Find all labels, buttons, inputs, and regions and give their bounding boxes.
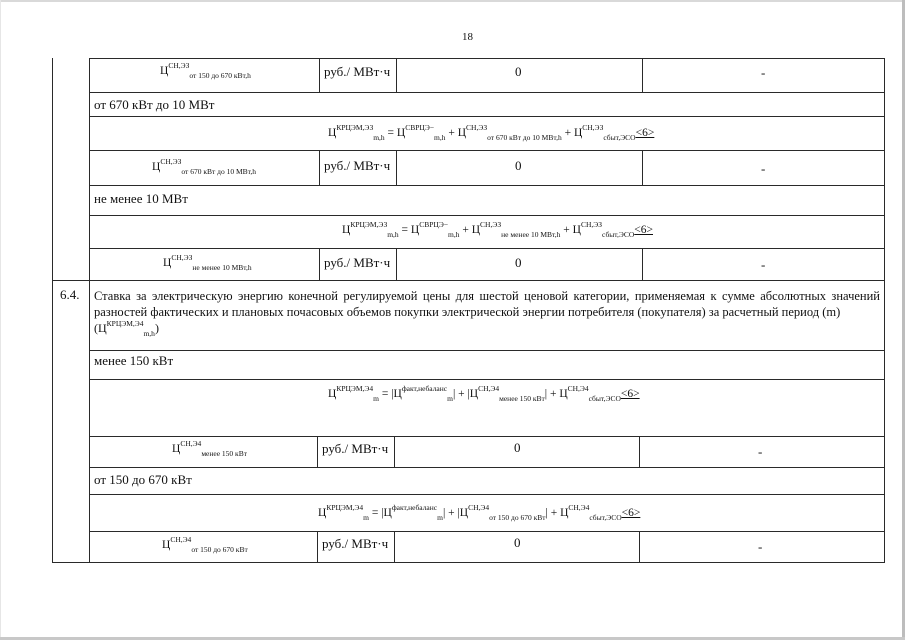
column-divider	[642, 248, 643, 280]
band-label: от 670 кВт до 10 МВт	[94, 97, 215, 112]
page-edge-left	[0, 0, 1, 640]
formula-row: $Ц^{КРЦЭМ,ЭЗ}_{m,h} = Ц^{СВРЦЭ-}_{m,h} + Ц^{СН,ЭЗ}_{не менее 10 МВт,h} + Ц^{СН,ЭЗ}_{сбыт,ЭСО}<6>$	[342, 220, 653, 240]
column-divider	[642, 58, 643, 92]
column-divider	[396, 58, 397, 92]
row-symbol: $Ц^{СН,ЭЗ}_{от 150 до 670 кВт,h}$	[160, 61, 251, 81]
column-divider	[396, 248, 397, 280]
section-number: 6.4.	[60, 287, 80, 302]
band-label: не менее 10 МВт	[94, 191, 188, 206]
formula-row: $Ц^{КРЦЭМ,Э4}_m = |Ц^{факт,небаланс}_m| + |Ц^{СН,Э4}_{от 150 до 670 кВт}| + Ц^{СН,Э4}_{сбыт,ЭСО}<6>$	[318, 503, 641, 523]
row-line	[89, 215, 885, 216]
row-line	[89, 379, 885, 380]
row-line	[89, 58, 885, 59]
unit-cell: руб./ МВт·ч	[322, 536, 389, 551]
value-cell: 0	[515, 158, 522, 173]
value-cell: 0	[514, 535, 521, 550]
unit-cell: руб./ МВт·ч	[324, 255, 391, 270]
value-cell: 0	[515, 255, 522, 270]
column-divider	[394, 531, 395, 562]
row-line	[89, 248, 885, 249]
unit-cell: руб./ МВт·ч	[322, 441, 389, 456]
column-divider	[639, 531, 640, 562]
row-line	[89, 436, 885, 437]
dash-cell: -	[761, 65, 766, 80]
row-line	[89, 185, 885, 186]
dash-cell: -	[758, 444, 763, 459]
table-border-bottom	[52, 562, 885, 563]
band-label: от 150 до 670 кВт	[94, 472, 192, 487]
column-divider	[639, 436, 640, 467]
column-divider	[642, 150, 643, 185]
column-divider	[396, 150, 397, 185]
table-border-left	[52, 58, 53, 563]
row-symbol: $Ц^{СН,ЭЗ}_{от 670 кВт до 10 МВт,h}$	[152, 157, 256, 177]
row-line	[89, 467, 885, 468]
row-symbol: $Ц^{СН,Э4}_{от 150 до 670 кВт}$	[162, 535, 248, 555]
row-symbol: $Ц^{СН,ЭЗ}_{не менее 10 МВт,h}$	[163, 253, 252, 273]
value-cell: 0	[515, 64, 522, 79]
column-divider	[317, 531, 318, 562]
column-divider	[319, 150, 320, 185]
dash-cell: -	[761, 257, 766, 272]
formula-row: $Ц^{КРЦЭМ,Э4}_m = |Ц^{факт,небаланс}_m| + |Ц^{СН,Э4}_{менее 150 кВт}| + Ц^{СН,Э4}_{сбыт,ЭСО}<6>$	[328, 384, 640, 404]
row-symbol: $Ц^{СН,Э4}_{менее 150 кВт}$	[172, 439, 247, 459]
column-divider	[394, 436, 395, 467]
column-divider	[317, 436, 318, 467]
row-line	[89, 494, 885, 495]
dash-cell: -	[761, 161, 766, 176]
row-line	[89, 150, 885, 151]
column-divider-number	[89, 58, 90, 563]
dash-cell: -	[758, 539, 763, 554]
column-divider	[319, 58, 320, 92]
unit-cell: руб./ МВт·ч	[324, 158, 391, 173]
table-border-right	[884, 58, 885, 563]
row-line	[89, 531, 885, 532]
band-label: менее 150 кВт	[94, 353, 174, 368]
formula-row: $Ц^{КРЦЭМ,ЭЗ}_{m,h} = Ц^{СВРЦЭ-}_{m,h} + Ц^{СН,ЭЗ}_{от 670 кВт до 10 МВт,h} + Ц^{СН,ЭЗ}_{сбыт,ЭСО}<6>$	[328, 123, 655, 143]
value-cell: 0	[514, 440, 521, 455]
row-line	[89, 350, 885, 351]
section-description: Ставка за электрическую энергию конечной регулируемой цены для шестой ценовой категории, применяемая к сумме абсолютных значений разностей фактических и плановых почасовых объемов покупки электрической энергии потребителя (покупателя) за расчетный период (m) $(Ц^{КРЦЭМ,Э4}_{m,h})$	[94, 289, 880, 339]
row-line	[89, 92, 885, 93]
row-line	[52, 280, 885, 281]
page-number: 18	[462, 31, 473, 43]
unit-cell: руб./ МВт·ч	[324, 64, 391, 79]
page-edge-top	[0, 0, 905, 2]
column-divider	[319, 248, 320, 280]
row-line	[89, 116, 885, 117]
